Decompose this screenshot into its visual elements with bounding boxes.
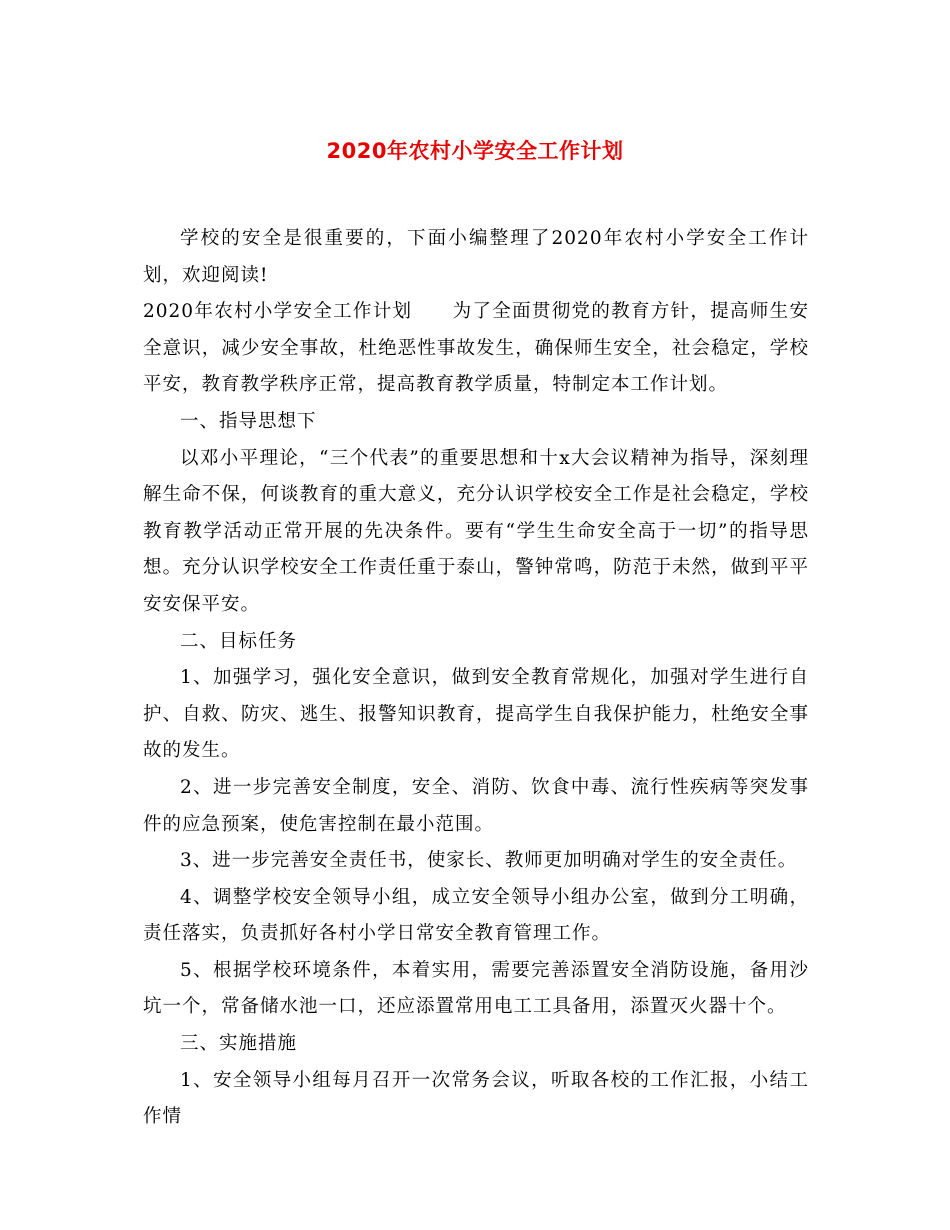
lead-paragraph [143, 294, 809, 404]
section-heading-2: 二、目标任务 [180, 630, 298, 652]
section2-item-1: 1、加强学习，强化安全意识，做到安全教育常规化，加强对学生进行自护、自救、防灾、逃生、报警知识教育，提高学生自我保护能力，杜绝安全事故的发生。 [143, 667, 809, 762]
section-heading-1: 一、指导思想下 [180, 410, 317, 432]
section2-item-2: 2、进一步完善安全制度，安全、消防、饮食中毒、流行性疾病等突发事件的应急预案，使危害控制在最小范围。 [143, 776, 809, 835]
document-title: 2020年农村小学安全工作计划 [326, 139, 624, 163]
intro-paragraph: 学校的安全是很重要的，下面小编整理了2020年农村小学安全工作计划，欢迎阅读! [143, 228, 809, 286]
section-heading-3: 三、实施措施 [180, 1033, 298, 1055]
section-paragraph-1: 以邓小平理论，“三个代表”的重要思想和十x大会议精神为指导，深刻理解生命不保，何谈教育的重大意义，充分认识学校安全工作是社会稳定，学校教育教学活动正常开展的先决条件。要有“学生生命安全高于一切”的指导思想。充分认识学校安全工作责任重于泰山，警钟常鸣，防范于未然，做到平平安安保平安。 [143, 447, 809, 615]
section3-item-1: 1、安全领导小组每月召开一次常务会议，听取各校的工作汇报，小结工作情 [143, 1069, 809, 1128]
section2-item-3: 3、进一步完善安全责任书，使家长、教师更加明确对学生的安全责任。 [180, 850, 798, 872]
lead-heading: 2020年农村小学安全工作计划 [143, 301, 413, 323]
lead-text: 为了全面贯彻党的教育方针，提高师生安全意识，减少安全事故，杜绝恶性事故发生，确保师生安全，社会稳定，学校平安，教育教学秩序正常，提高教育教学质量，特制定本工作计划。 [143, 301, 809, 396]
section2-item-5: 5、根据学校环境条件，本着实用，需要完善添置安全消防设施，备用沙坑一个，常备储水池一口，还应添置常用电工工具备用，添置灭火器十个。 [143, 959, 809, 1018]
document-body [143, 221, 809, 1136]
section2-item-4: 4、调整学校安全领导小组，成立安全领导小组办公室，做到分工明确，责任落实，负责抓好各村小学日常安全教育管理工作。 [143, 886, 809, 945]
